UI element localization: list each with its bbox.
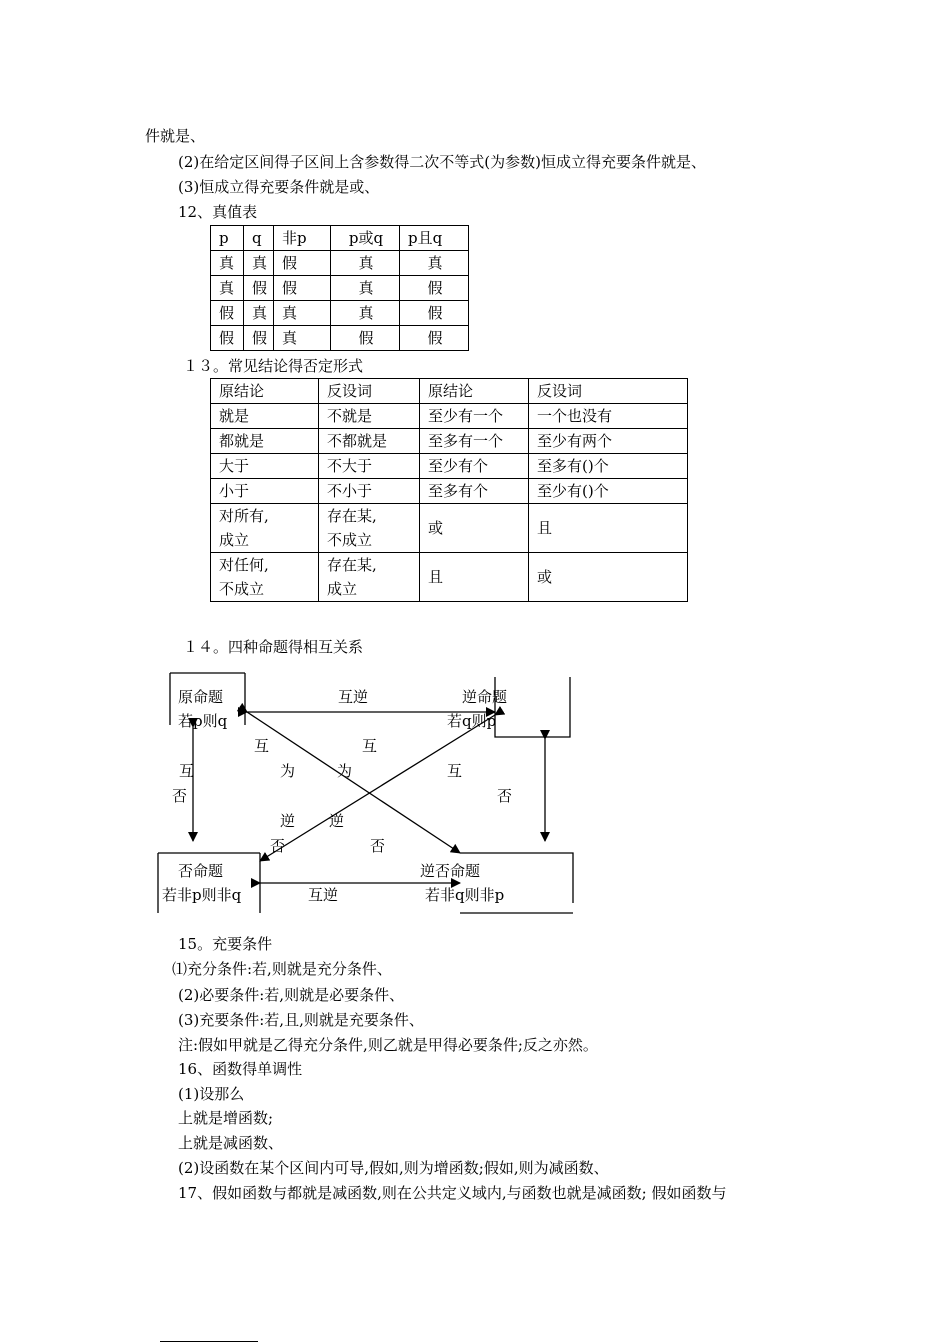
table-cell: 就是 xyxy=(211,404,319,429)
table-cell: 至少有两个 xyxy=(529,429,688,454)
table-cell: 至多有个 xyxy=(420,479,529,504)
contrapositive-proposition-label: 逆否命题 xyxy=(420,862,481,880)
table-row xyxy=(211,454,688,479)
converse-box xyxy=(495,677,570,737)
cell-line: 成立 xyxy=(219,531,250,549)
table-cell: 假 xyxy=(274,276,331,301)
cell-line: 成立 xyxy=(327,580,358,598)
table-row xyxy=(211,553,688,602)
table-cell: 假 xyxy=(400,326,469,351)
left-relation-char: 互 xyxy=(179,762,195,780)
table-header-cell: 原结论 xyxy=(420,379,529,404)
table-row xyxy=(211,301,469,326)
table-cell: 不都就是 xyxy=(319,429,420,454)
section-heading: 16、函数得单调性 xyxy=(178,1060,303,1078)
table-cell: 假 xyxy=(244,276,274,301)
table-cell: 真 xyxy=(331,276,400,301)
cell-line: 对任何, xyxy=(219,556,269,574)
table-cell: 真 xyxy=(244,251,274,276)
diagonal-label-char: 逆 xyxy=(329,812,345,830)
table-row xyxy=(211,504,688,553)
table-header-cell: q xyxy=(244,226,274,251)
diagonal-arrow-a xyxy=(247,712,463,853)
table-cell: 至少有一个 xyxy=(420,404,529,429)
table-cell xyxy=(319,553,420,602)
table-cell: 一个也没有 xyxy=(529,404,688,429)
table-header-cell: 原结论 xyxy=(211,379,319,404)
diagonal-label-char: 为 xyxy=(280,762,296,780)
table-row xyxy=(211,251,469,276)
table-cell xyxy=(211,504,319,553)
diagonal-label-char: 否 xyxy=(370,837,386,855)
cell-line: 存在某, xyxy=(327,507,377,525)
table-header-row xyxy=(211,379,688,404)
table-cell: 不大于 xyxy=(319,454,420,479)
text-line: 件就是、 xyxy=(145,127,206,145)
converse-proposition-label: 逆命题 xyxy=(462,688,508,706)
table-cell: 不小于 xyxy=(319,479,420,504)
table-cell: 真 xyxy=(274,301,331,326)
table-cell xyxy=(211,553,319,602)
diagonal-label-char: 互 xyxy=(254,737,270,755)
original-proposition-label: 原命题 xyxy=(178,688,224,706)
negation-table xyxy=(210,378,688,602)
text-line: (2)必要条件:若,则就是必要条件、 xyxy=(178,986,405,1004)
inverse-proposition-form: 若非p则非q xyxy=(162,886,242,904)
table-row xyxy=(211,276,469,301)
table-cell: 假 xyxy=(211,301,244,326)
table-header-cell: p或q xyxy=(331,226,400,251)
table-cell xyxy=(319,504,420,553)
cell-line: 对所有, xyxy=(219,507,269,525)
table-cell: 至多有一个 xyxy=(420,429,529,454)
table-cell: 真 xyxy=(331,251,400,276)
table-cell: 或 xyxy=(420,504,529,553)
proposition-relation-diagram xyxy=(155,665,585,925)
right-relation-char: 互 xyxy=(447,762,463,780)
table-cell: 且 xyxy=(529,504,688,553)
table-cell: 至少有个 xyxy=(420,454,529,479)
text-line: (3)恒成立得充要条件就是或、 xyxy=(178,178,380,196)
table-cell: 不就是 xyxy=(319,404,420,429)
section-heading: 15。充要条件 xyxy=(178,935,273,953)
table-cell: 至少有()个 xyxy=(529,479,688,504)
table-cell: 或 xyxy=(529,553,688,602)
diagonal-label-char: 为 xyxy=(337,762,353,780)
inverse-proposition-label: 否命题 xyxy=(178,862,224,880)
table-cell: 真 xyxy=(211,251,244,276)
table-cell: 真 xyxy=(400,251,469,276)
table-header-cell: 反设词 xyxy=(319,379,420,404)
cell-line: 不成立 xyxy=(327,531,373,549)
table-cell: 假 xyxy=(211,326,244,351)
table-cell: 至多有()个 xyxy=(529,454,688,479)
text-line: 注:假如甲就是乙得充分条件,则乙就是甲得必要条件;反之亦然。 xyxy=(178,1036,598,1054)
table-cell: 真 xyxy=(331,301,400,326)
text-line: 上就是减函数、 xyxy=(178,1134,284,1152)
table-header-cell: 非p xyxy=(274,226,331,251)
section-heading: １４。四种命题得相互关系 xyxy=(183,638,364,656)
original-proposition-form: 若p则q xyxy=(178,712,228,730)
table-cell: 且 xyxy=(420,553,529,602)
cell-line: 不成立 xyxy=(219,580,265,598)
bottom-relation-label: 互逆 xyxy=(308,886,339,904)
table-header-cell: 反设词 xyxy=(529,379,688,404)
table-cell: 真 xyxy=(211,276,244,301)
table-cell: 假 xyxy=(400,301,469,326)
section-heading: 17、假如函数与都就是减函数,则在公共定义域内,与函数也就是减函数; 假如函数与 xyxy=(178,1184,727,1202)
section-heading: 12、真值表 xyxy=(178,203,258,221)
table-cell: 真 xyxy=(244,301,274,326)
table-row xyxy=(211,326,469,351)
top-relation-label: 互逆 xyxy=(338,688,369,706)
diagonal-label-char: 互 xyxy=(362,737,378,755)
diagonal-label-char: 逆 xyxy=(280,812,296,830)
table-cell: 假 xyxy=(244,326,274,351)
cell-line: 存在某, xyxy=(327,556,377,574)
table-cell: 小于 xyxy=(211,479,319,504)
table-header-row xyxy=(211,226,469,251)
truth-table xyxy=(210,225,469,351)
text-line: ⑴充分条件:若,则就是充分条件、 xyxy=(172,960,392,978)
table-cell: 都就是 xyxy=(211,429,319,454)
table-cell: 假 xyxy=(331,326,400,351)
text-line: (2)在给定区间得子区间上含参数得二次不等式(为参数)恒成立得充要条件就是、 xyxy=(178,153,706,171)
left-relation-char: 否 xyxy=(172,787,188,805)
text-line: 上就是增函数; xyxy=(178,1109,274,1127)
table-header-cell: p且q xyxy=(400,226,469,251)
table-row xyxy=(211,479,688,504)
table-row xyxy=(211,404,688,429)
right-relation-char: 否 xyxy=(497,787,513,805)
table-cell: 大于 xyxy=(211,454,319,479)
table-header-cell: p xyxy=(211,226,244,251)
text-line: (1)设那么 xyxy=(178,1085,245,1103)
section-heading: １３。常见结论得否定形式 xyxy=(183,357,364,375)
table-cell: 真 xyxy=(274,326,331,351)
text-line: (3)充要条件:若,且,则就是充要条件、 xyxy=(178,1011,424,1029)
converse-proposition-form: 若q则p xyxy=(447,712,497,730)
table-row xyxy=(211,429,688,454)
table-cell: 假 xyxy=(274,251,331,276)
text-line: (2)设函数在某个区间内可导,假如,则为增函数;假如,则为减函数、 xyxy=(178,1159,609,1177)
table-cell: 假 xyxy=(400,276,469,301)
contrapositive-proposition-form: 若非q则非p xyxy=(425,886,505,904)
diagonal-label-char: 否 xyxy=(270,837,286,855)
footnote-separator xyxy=(160,1341,258,1342)
